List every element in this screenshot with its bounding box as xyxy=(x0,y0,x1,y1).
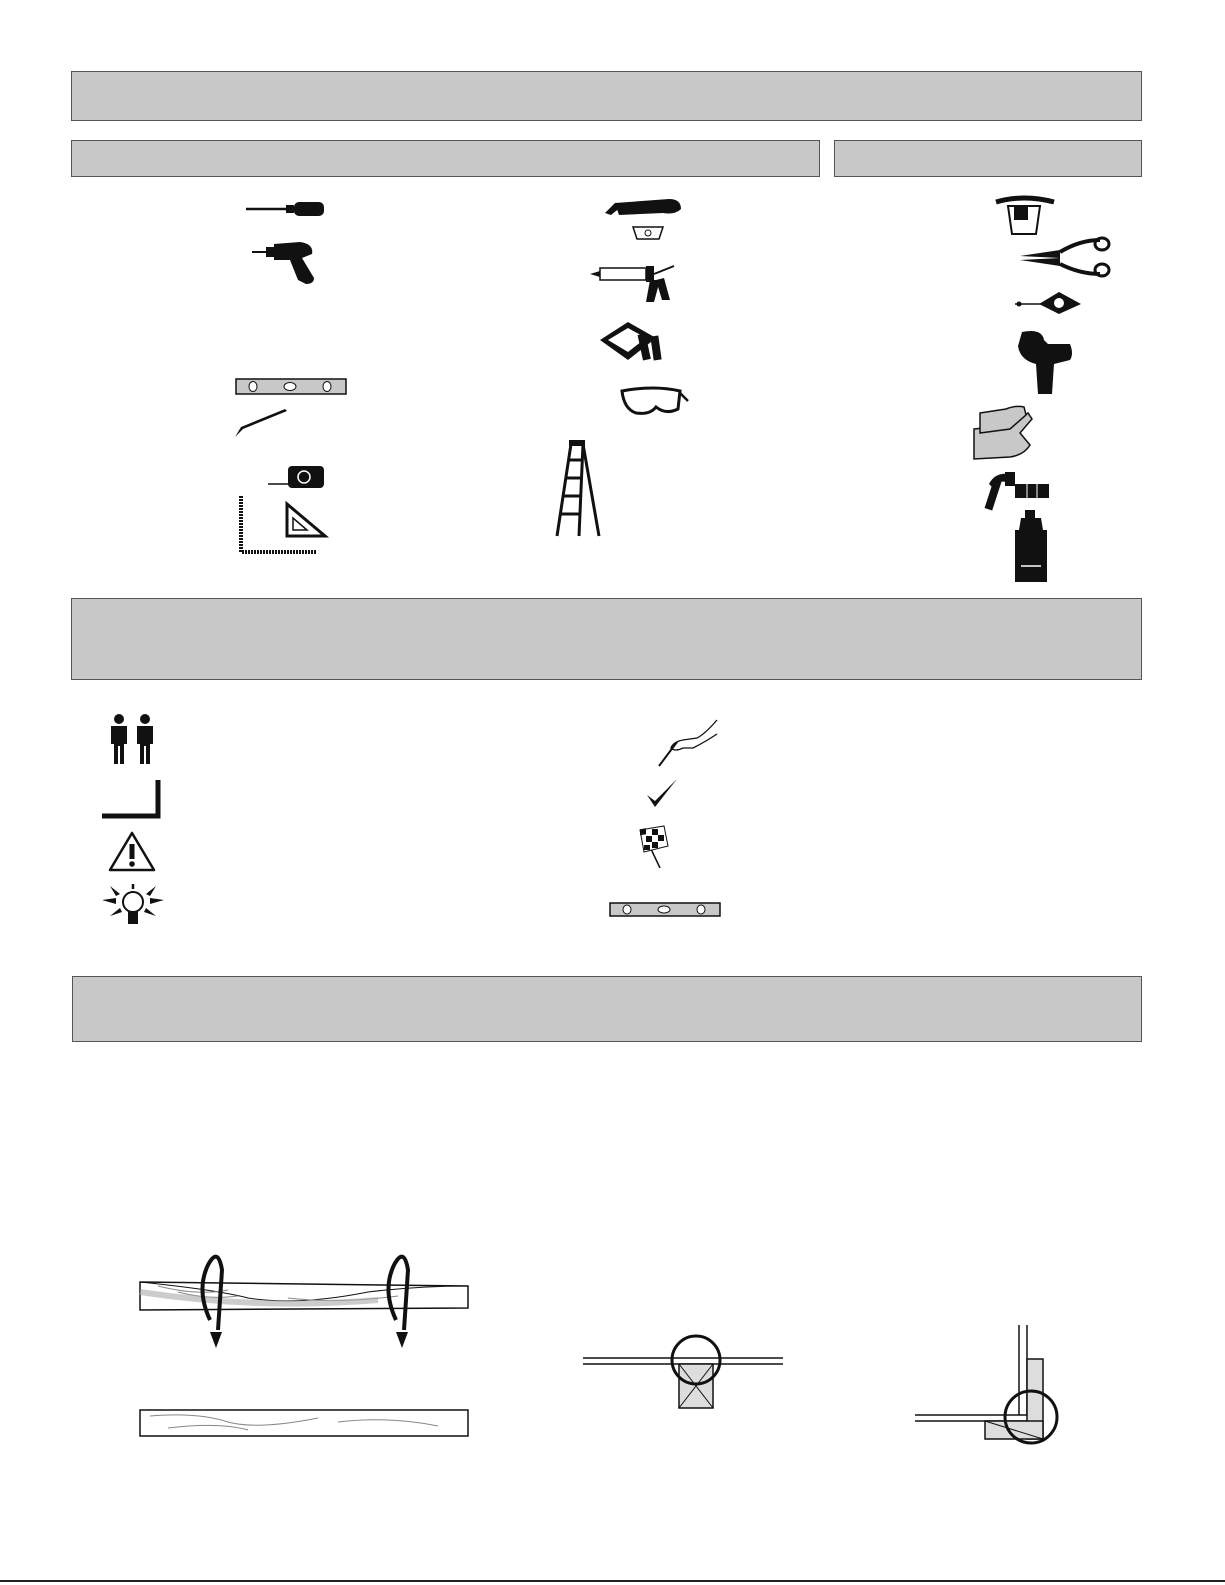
tin-snips-icon xyxy=(1020,236,1110,278)
step-ladder-icon xyxy=(555,440,603,538)
glue-bottle-icon xyxy=(1013,510,1049,582)
paint-tray-icon xyxy=(598,318,668,368)
beam-on-post-diagram xyxy=(583,1320,783,1412)
tool-belt-icon xyxy=(994,194,1056,236)
tools-bar-left xyxy=(71,140,820,177)
safety-glasses-icon xyxy=(620,385,690,419)
nail-gun-icon xyxy=(1014,330,1074,396)
hammer-icon xyxy=(985,470,1053,512)
light-bulb-icon xyxy=(102,884,164,930)
chalk-line-icon xyxy=(1015,290,1085,316)
prep-bar xyxy=(72,976,1142,1042)
level-symbol-icon xyxy=(609,902,721,918)
checkered-flag-icon xyxy=(636,826,670,870)
warning-icon xyxy=(107,830,157,874)
square-corner-icon xyxy=(100,778,162,820)
checkmark-icon xyxy=(645,777,679,811)
page-bottom-rule xyxy=(0,1580,1225,1582)
two-people-icon xyxy=(107,714,157,766)
level-icon xyxy=(235,378,347,396)
screwdriver-icon xyxy=(246,200,326,218)
work-gloves-icon xyxy=(970,405,1038,463)
tape-measure-icon xyxy=(268,462,330,490)
symbols-bar xyxy=(71,598,1142,680)
power-drill-icon xyxy=(252,240,322,285)
warped-board-diagram xyxy=(138,1160,474,1460)
hand-writing-icon xyxy=(657,718,719,768)
utility-knife-icon xyxy=(605,195,685,243)
framing-square-icon xyxy=(237,496,337,556)
tools-bar-right xyxy=(834,140,1142,177)
corner-joint-diagram xyxy=(915,1325,1075,1465)
pencil-icon xyxy=(233,409,289,439)
caulk-gun-icon xyxy=(590,262,680,306)
header-bar xyxy=(71,71,1142,121)
